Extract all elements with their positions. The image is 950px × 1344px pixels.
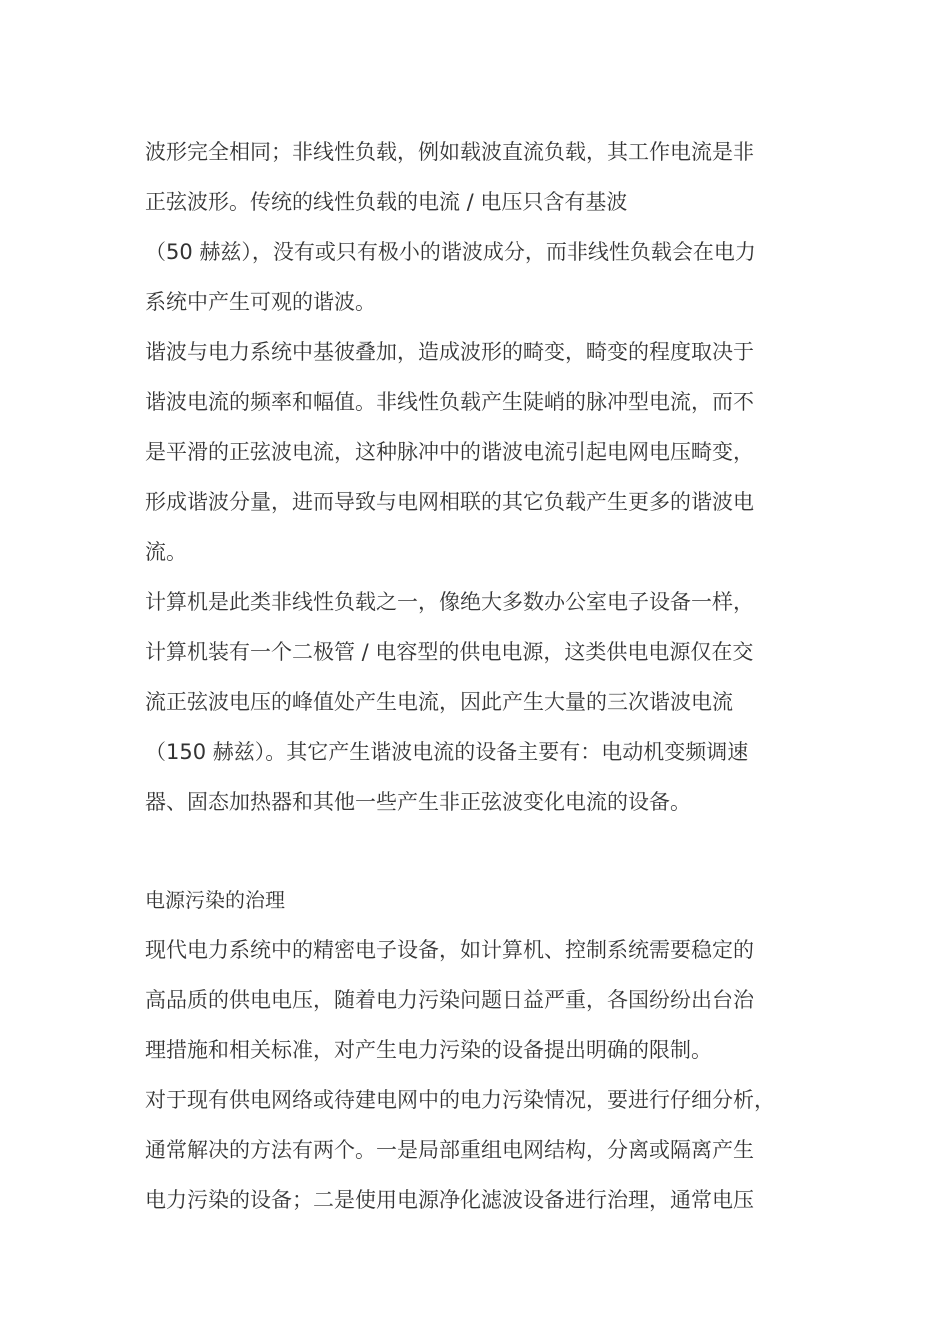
text-line: （150 赫兹）。其它产生谐波电流的设备主要有：电动机变频调速	[145, 740, 749, 764]
text-line: 形成谐波分量，进而导致与电网相联的其它负载产生更多的谐波电	[145, 490, 754, 514]
text-line: 现代电力系统中的精密电子设备，如计算机、控制系统需要稳定的	[145, 938, 754, 962]
section-spacer	[145, 827, 825, 875]
text-line: 流正弦波电压的峰值处产生电流，因此产生大量的三次谐波电流	[145, 690, 733, 714]
text-line: 流。	[145, 540, 187, 564]
paragraph-harmonic-distortion	[145, 327, 825, 577]
text-line: 谐波电流的频率和幅值。非线性负载产生陡峭的脉冲型电流，而不	[145, 390, 754, 414]
text-line: 高品质的供电电压，随着电力污染问题日益严重，各国纷纷出台治	[145, 988, 754, 1012]
text-line: （50 赫兹），没有或只有极小的谐波成分，而非线性负载会在电力	[145, 240, 756, 264]
text-line: 正弦波形。传统的线性负载的电流 / 电压只含有基波	[145, 190, 628, 214]
text-line: 谐波与电力系统中基彼叠加，造成波形的畸变，畸变的程度取决于	[145, 340, 754, 364]
text-line: 系统中产生可观的谐波。	[145, 290, 376, 314]
document-body	[145, 127, 825, 1225]
paragraph-solutions	[145, 1075, 825, 1225]
text-line: 是平滑的正弦波电流，这种脉冲中的谐波电流引起电网电压畸变，	[145, 440, 754, 464]
section-heading: 电源污染的治理	[145, 888, 285, 912]
text-line: 计算机装有一个二极管 / 电容型的供电电源，这类供电电源仅在交	[145, 640, 754, 664]
text-line: 对于现有供电网络或待建电网中的电力污染情况，要进行仔细分析，	[145, 1088, 775, 1112]
text-line: 波形完全相同；非线性负载，例如载波直流负载，其工作电流是非	[145, 140, 754, 164]
text-line: 计算机是此类非线性负载之一，像绝大多数办公室电子设备一样，	[145, 590, 754, 614]
text-line: 器、固态加热器和其他一些产生非正弦波变化电流的设备。	[145, 790, 691, 814]
paragraph-computer-loads	[145, 577, 825, 827]
text-line: 理措施和相关标准，对产生电力污染的设备提出明确的限制。	[145, 1038, 712, 1062]
text-line: 通常解决的方法有两个。一是局部重组电网结构，分离或隔离产生	[145, 1138, 754, 1162]
paragraph-harmonics-intro	[145, 127, 825, 327]
text-line: 电力污染的设备；二是使用电源净化滤波设备进行治理，通常电压	[145, 1188, 754, 1212]
paragraph-pollution-control	[145, 925, 825, 1075]
